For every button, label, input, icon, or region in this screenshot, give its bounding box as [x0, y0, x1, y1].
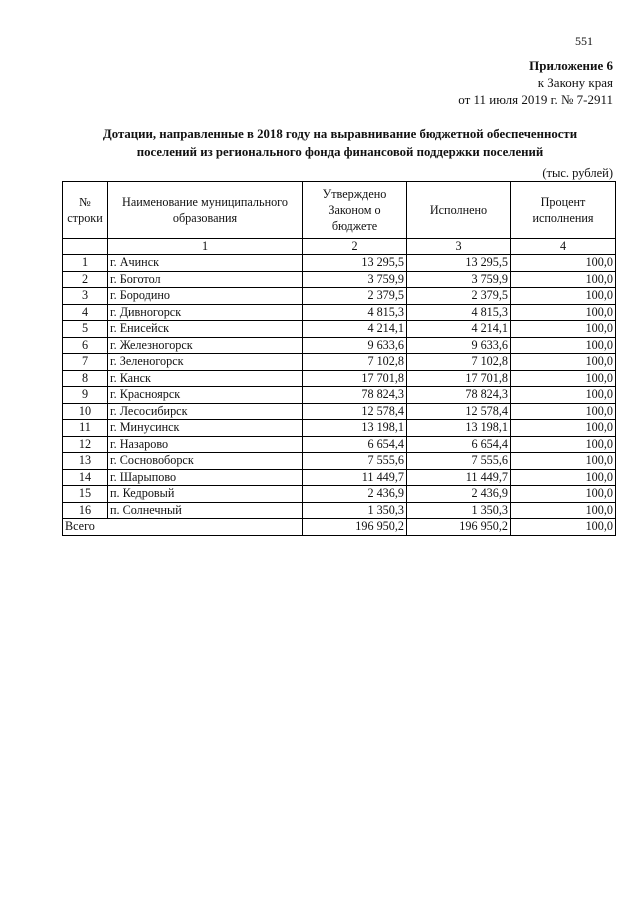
executed-amount: 6 654,4: [407, 436, 511, 453]
municipality-name: г. Красноярск: [108, 387, 303, 404]
column-number: 4: [511, 239, 616, 255]
approved-amount: 9 633,6: [303, 337, 407, 354]
column-number-row: [63, 239, 616, 255]
row-number: 9: [63, 387, 108, 404]
subsidies-table: [62, 181, 616, 536]
executed-amount: 17 701,8: [407, 370, 511, 387]
municipality-name: г. Енисейск: [108, 321, 303, 338]
approved-amount: 2 379,5: [303, 288, 407, 305]
table-row: [63, 420, 616, 437]
executed-amount: 12 578,4: [407, 403, 511, 420]
header-executed: Исполнено: [407, 182, 511, 239]
percent-executed: 100,0: [511, 255, 616, 272]
column-number: 1: [108, 239, 303, 255]
municipality-name: г. Бородино: [108, 288, 303, 305]
percent-executed: 100,0: [511, 304, 616, 321]
approved-amount: 78 824,3: [303, 387, 407, 404]
table-row: [63, 387, 616, 404]
table-row: [63, 436, 616, 453]
approved-amount: 13 295,5: [303, 255, 407, 272]
header-municipality: Наименование муниципального образования: [108, 182, 303, 239]
row-number: 4: [63, 304, 108, 321]
municipality-name: г. Лесосибирск: [108, 403, 303, 420]
row-number: 6: [63, 337, 108, 354]
municipality-name: г. Сосновоборск: [108, 453, 303, 470]
approved-amount: 13 198,1: [303, 420, 407, 437]
row-number: 12: [63, 436, 108, 453]
row-number: 1: [63, 255, 108, 272]
percent-executed: 100,0: [511, 337, 616, 354]
table-row: [63, 288, 616, 305]
percent-executed: 100,0: [511, 321, 616, 338]
page-number: 551: [575, 34, 593, 48]
approved-amount: 7 102,8: [303, 354, 407, 371]
total-label: Всего: [63, 519, 303, 536]
column-number-blank: [63, 239, 108, 255]
executed-amount: 2 379,5: [407, 288, 511, 305]
header-approved: Утверждено Законом о бюджете: [303, 182, 407, 239]
percent-executed: 100,0: [511, 486, 616, 503]
percent-executed: 100,0: [511, 354, 616, 371]
executed-amount: 13 198,1: [407, 420, 511, 437]
table-row: [63, 354, 616, 371]
total-executed: 196 950,2: [407, 519, 511, 536]
percent-executed: 100,0: [511, 387, 616, 404]
column-number: 3: [407, 239, 511, 255]
approved-amount: 4 214,1: [303, 321, 407, 338]
executed-amount: 78 824,3: [407, 387, 511, 404]
row-number: 14: [63, 469, 108, 486]
municipality-name: г. Ачинск: [108, 255, 303, 272]
document-title-line-2: поселений из регионального фонда финансовой поддержки поселений: [136, 145, 544, 159]
row-number: 13: [63, 453, 108, 470]
executed-amount: 4 214,1: [407, 321, 511, 338]
municipality-name: г. Боготол: [108, 271, 303, 288]
executed-amount: 9 633,6: [407, 337, 511, 354]
percent-executed: 100,0: [511, 403, 616, 420]
municipality-name: г. Зеленогорск: [108, 354, 303, 371]
document-title: [60, 125, 620, 161]
approved-amount: 7 555,6: [303, 453, 407, 470]
approved-amount: 12 578,4: [303, 403, 407, 420]
percent-executed: 100,0: [511, 288, 616, 305]
municipality-name: п. Солнечный: [108, 502, 303, 519]
executed-amount: 7 555,6: [407, 453, 511, 470]
municipality-name: п. Кедровый: [108, 486, 303, 503]
municipality-name: г. Дивногорск: [108, 304, 303, 321]
appendix-date: от 11 июля 2019 г. № 7-2911: [458, 92, 613, 107]
row-number: 10: [63, 403, 108, 420]
table-body: [63, 255, 616, 519]
municipality-name: г. Минусинск: [108, 420, 303, 437]
row-number: 3: [63, 288, 108, 305]
municipality-name: г. Назарово: [108, 436, 303, 453]
table-row: [63, 453, 616, 470]
table-row: [63, 337, 616, 354]
row-number: 11: [63, 420, 108, 437]
table-row: [63, 502, 616, 519]
appendix-title: Приложение 6: [529, 58, 613, 73]
percent-executed: 100,0: [511, 271, 616, 288]
header-percent: Процент исполнения: [511, 182, 616, 239]
table-row: [63, 370, 616, 387]
table-header-row: [63, 182, 616, 239]
percent-executed: 100,0: [511, 502, 616, 519]
column-number: 2: [303, 239, 407, 255]
total-approved: 196 950,2: [303, 519, 407, 536]
municipality-name: г. Железногорск: [108, 337, 303, 354]
table-total-row: [63, 519, 616, 536]
table-row: [63, 321, 616, 338]
row-number: 15: [63, 486, 108, 503]
approved-amount: 17 701,8: [303, 370, 407, 387]
executed-amount: 13 295,5: [407, 255, 511, 272]
percent-executed: 100,0: [511, 436, 616, 453]
approved-amount: 11 449,7: [303, 469, 407, 486]
table-row: [63, 469, 616, 486]
municipality-name: г. Канск: [108, 370, 303, 387]
executed-amount: 2 436,9: [407, 486, 511, 503]
approved-amount: 6 654,4: [303, 436, 407, 453]
executed-amount: 1 350,3: [407, 502, 511, 519]
executed-amount: 4 815,3: [407, 304, 511, 321]
percent-executed: 100,0: [511, 420, 616, 437]
units-label: (тыс. рублей): [542, 166, 613, 180]
approved-amount: 4 815,3: [303, 304, 407, 321]
table-row: [63, 486, 616, 503]
total-percent: 100,0: [511, 519, 616, 536]
appendix-law-ref: к Закону края: [537, 75, 613, 90]
percent-executed: 100,0: [511, 453, 616, 470]
table-row: [63, 271, 616, 288]
row-number: 8: [63, 370, 108, 387]
table-row: [63, 255, 616, 272]
table-row: [63, 304, 616, 321]
approved-amount: 1 350,3: [303, 502, 407, 519]
row-number: 5: [63, 321, 108, 338]
appendix-header: [458, 57, 613, 108]
approved-amount: 3 759,9: [303, 271, 407, 288]
executed-amount: 3 759,9: [407, 271, 511, 288]
percent-executed: 100,0: [511, 469, 616, 486]
municipality-name: г. Шарыпово: [108, 469, 303, 486]
row-number: 2: [63, 271, 108, 288]
executed-amount: 11 449,7: [407, 469, 511, 486]
row-number: 7: [63, 354, 108, 371]
document-title-line-1: Дотации, направленные в 2018 году на выравнивание бюджетной обеспеченности: [102, 127, 578, 141]
row-number: 16: [63, 502, 108, 519]
header-row-number: № строки: [63, 182, 108, 239]
approved-amount: 2 436,9: [303, 486, 407, 503]
executed-amount: 7 102,8: [407, 354, 511, 371]
table-row: [63, 403, 616, 420]
percent-executed: 100,0: [511, 370, 616, 387]
